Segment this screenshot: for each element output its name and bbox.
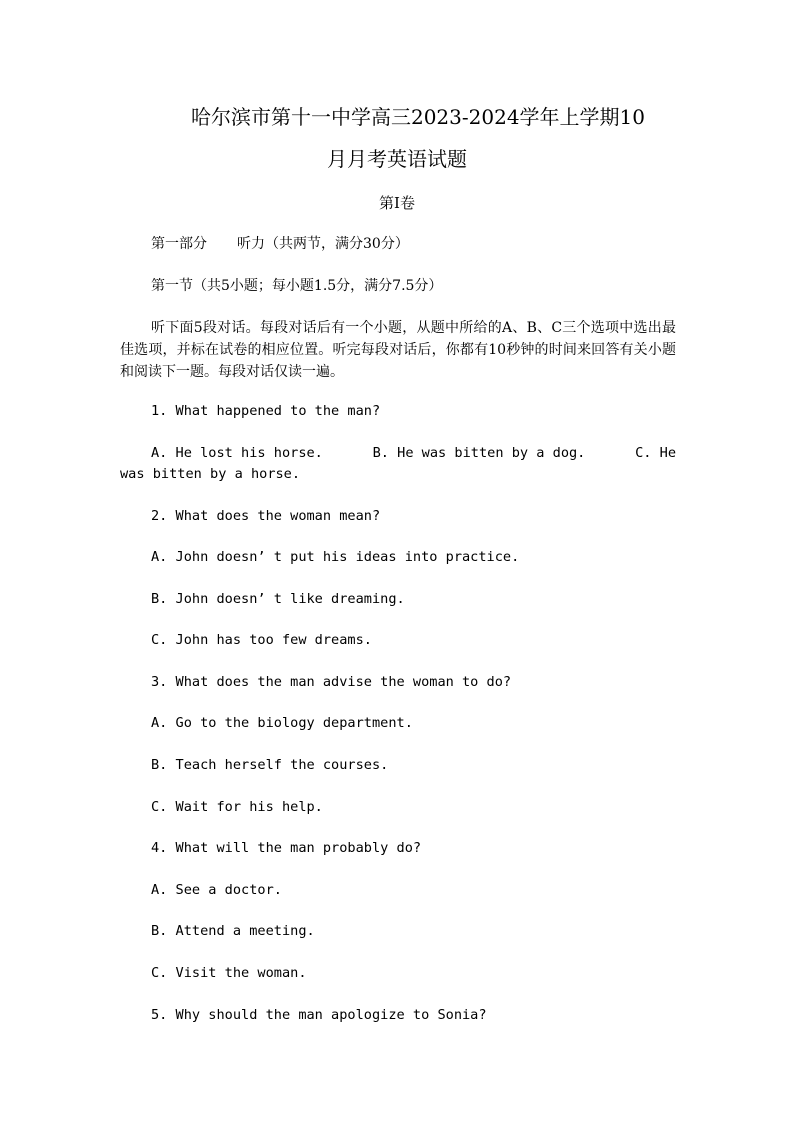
exam-title-line-1: 哈尔滨市第十一中学高三2023-2024学年上学期10	[190, 105, 645, 129]
part-one-description: 听力（共两节，满分30分）	[237, 236, 409, 252]
question-1-option-a: A. He lost his horse.	[151, 445, 323, 461]
question-4-option-a: A. See a doctor.	[151, 882, 282, 898]
question-4-option-b: B. Attend a meeting.	[151, 923, 315, 939]
question-3-option-a: A. Go to the biology department.	[151, 715, 413, 731]
question-4-option-c: C. Visit the woman.	[151, 965, 307, 981]
question-2-option-b: B. John doesn’ t like dreaming.	[151, 591, 405, 607]
listening-instructions: 听下面5段对话。每段对话后有一个小题，从题中所给的A、B、C三个选项中选出最佳选项，并标在试卷的相应位置。听完每段对话后，你都有10秒钟的时间来回答有关小题和阅读下一题。每段对话仅读一遍。	[120, 320, 676, 380]
question-2-option-c: C. John has too few dreams.	[151, 632, 372, 648]
question-1-options	[120, 443, 676, 485]
question-3-option-c: C. Wait for his help.	[151, 799, 323, 815]
question-1-option-b: B. He was bitten by a dog.	[372, 445, 586, 461]
volume-heading: 第Ⅰ卷	[379, 194, 415, 212]
part-one-label: 第一部分	[151, 236, 207, 252]
question-5: 5. Why should the man apologize to Sonia?	[151, 1007, 487, 1023]
question-2: 2. What does the woman mean?	[151, 508, 381, 524]
question-1-option-c-end: was bitten by a horse.	[120, 466, 301, 482]
exam-title-line-2: 月月考英语试题	[327, 147, 467, 171]
part-one-heading	[120, 234, 674, 255]
question-4: 4. What will the man probably do?	[151, 840, 422, 856]
section-one-heading: 第一节（共5小题；每小题1.5分，满分7.5分）	[151, 278, 443, 294]
question-2-option-a: A. John doesn’ t put his ideas into practice.	[151, 549, 520, 565]
question-1-option-c-start: C. He	[635, 445, 676, 461]
question-3: 3. What does the man advise the woman to do?	[151, 674, 512, 690]
question-1: 1. What happened to the man?	[151, 403, 381, 419]
question-3-option-b: B. Teach herself the courses.	[151, 757, 389, 773]
